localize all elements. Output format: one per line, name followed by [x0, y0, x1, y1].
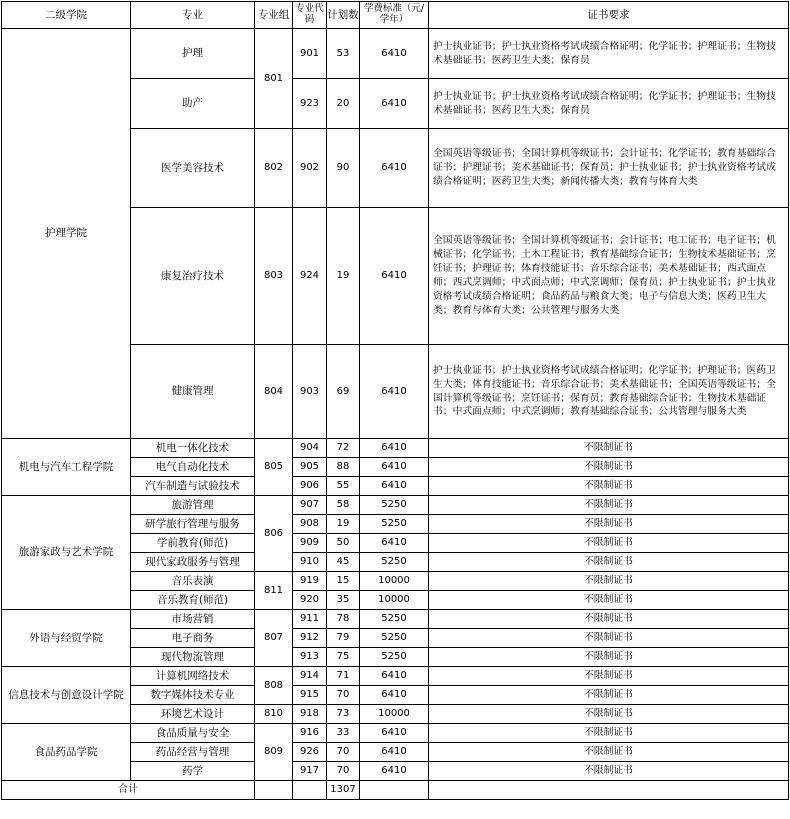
tuition-cell: 5250: [360, 629, 429, 648]
code-cell: 901: [293, 29, 327, 79]
tuition-cell: 6410: [360, 724, 429, 743]
major-cell: 市场营销: [131, 610, 255, 629]
total-group-empty: [255, 781, 293, 800]
major-cell: 助产: [131, 79, 255, 129]
plan-cell: 19: [327, 208, 360, 345]
college-cell: 信息技术与创意设计学院: [2, 667, 131, 724]
cert-cell: 不限制证书: [429, 762, 789, 781]
major-cell: 环境艺术设计: [131, 705, 255, 724]
tuition-cell: 5250: [360, 515, 429, 534]
code-cell: 923: [293, 79, 327, 129]
tuition-cell: 6410: [360, 439, 429, 458]
table-row: [2, 610, 789, 629]
group-cell: 811: [255, 572, 293, 610]
cert-cell: 不限制证书: [429, 667, 789, 686]
tuition-cell: 6410: [360, 345, 429, 439]
tuition-cell: 5250: [360, 553, 429, 572]
code-cell: 902: [293, 129, 327, 208]
major-cell: 电子商务: [131, 629, 255, 648]
tuition-cell: 6410: [360, 29, 429, 79]
plan-cell: 79: [327, 629, 360, 648]
code-cell: 912: [293, 629, 327, 648]
cert-cell: 不限制证书: [429, 496, 789, 515]
cert-cell: 护士执业证书；护士执业资格考试成绩合格证明；化学证书；护理证书；生物技术基础证书；医药卫生大类；保育员: [429, 79, 789, 129]
total-tuition-empty: [360, 781, 429, 800]
table-row: [2, 724, 789, 743]
major-cell: 音乐教育(师范): [131, 591, 255, 610]
major-cell: 健康管理: [131, 345, 255, 439]
cert-cell: 护士执业证书；护士执业资格考试成绩合格证明；化学证书；护理证书；生物技术基础证书；医药卫生大类；保育员: [429, 29, 789, 79]
plan-cell: 71: [327, 667, 360, 686]
table-row: [2, 496, 789, 515]
cert-cell: 不限制证书: [429, 591, 789, 610]
cert-cell: 不限制证书: [429, 515, 789, 534]
cert-cell: 不限制证书: [429, 610, 789, 629]
plan-cell: 90: [327, 129, 360, 208]
plan-cell: 75: [327, 648, 360, 667]
major-cell: 医学美容技术: [131, 129, 255, 208]
tuition-cell: 6410: [360, 477, 429, 496]
cert-cell: 全国英语等级证书；全国计算机等级证书；会计证书；电工证书；电子证书；机械证书；化学证书；土木工程证书；教育基础综合证书；生物技术基础证书；烹饪证书；护理证书；体育技能证书；音乐综合证书；美术基础证书；西式面点师；西式烹调师；中式面点师；中式烹调师；保育员；护士执业证书；护士执业资格考试成绩合格证明；食品药品与粮食大类；电子与信息大类；医药卫生大类；教育与体育大类；公共管理与服务大类: [429, 208, 789, 345]
college-cell: 食品药品学院: [2, 724, 131, 781]
major-cell: 研学旅行管理与服务: [131, 515, 255, 534]
major-cell: 学前教育(师范): [131, 534, 255, 553]
table-row: [2, 439, 789, 458]
major-cell: 药学: [131, 762, 255, 781]
cert-cell: 不限制证书: [429, 572, 789, 591]
code-cell: 907: [293, 496, 327, 515]
code-cell: 903: [293, 345, 327, 439]
college-cell: 外语与经贸学院: [2, 610, 131, 667]
tuition-cell: 6410: [360, 79, 429, 129]
code-cell: 915: [293, 686, 327, 705]
major-cell: 现代物流管理: [131, 648, 255, 667]
enrollment-table: [1, 1, 789, 800]
major-cell: 药品经营与管理: [131, 743, 255, 762]
code-cell: 917: [293, 762, 327, 781]
tuition-cell: 6410: [360, 762, 429, 781]
cert-cell: 不限制证书: [429, 534, 789, 553]
major-cell: 机电一体化技术: [131, 439, 255, 458]
total-plan: 1307: [327, 781, 360, 800]
major-cell: 食品质量与安全: [131, 724, 255, 743]
code-cell: 910: [293, 553, 327, 572]
major-cell: 汽车制造与试验技术: [131, 477, 255, 496]
cert-cell: 全国英语等级证书；全国计算机等级证书；会计证书；化学证书；教育基础综合证书；护理证书；美术基础证书；保育员；护士执业证书；护士执业资格考试成绩合格证明；医药卫生大类；新闻传播大类；教育与体育大类: [429, 129, 789, 208]
group-cell: 806: [255, 496, 293, 572]
plan-cell: 78: [327, 610, 360, 629]
tuition-cell: 10000: [360, 591, 429, 610]
tuition-cell: 6410: [360, 686, 429, 705]
cert-cell: 不限制证书: [429, 458, 789, 477]
header-cert: 证书要求: [429, 2, 789, 29]
plan-cell: 69: [327, 345, 360, 439]
plan-cell: 53: [327, 29, 360, 79]
group-cell: 810: [255, 705, 293, 724]
cert-cell: 不限制证书: [429, 477, 789, 496]
table-row: [2, 29, 789, 79]
major-cell: 旅游管理: [131, 496, 255, 515]
code-cell: 918: [293, 705, 327, 724]
cert-cell: 不限制证书: [429, 686, 789, 705]
major-cell: 计算机网络技术: [131, 667, 255, 686]
group-cell: 808: [255, 667, 293, 705]
table-row: [2, 667, 789, 686]
group-cell: 802: [255, 129, 293, 208]
plan-cell: 70: [327, 686, 360, 705]
tuition-cell: 6410: [360, 129, 429, 208]
plan-cell: 35: [327, 591, 360, 610]
cert-cell: 护士执业证书；护士执业资格考试成绩合格证明；化学证书；护理证书；医药卫生大类；体育技能证书；音乐综合证书；美术基础证书；全国英语等级证书；全国计算机等级证书；烹饪证书；保育员；教育基础综合证书；生物技术基础证书；中式面点师；中式烹调师；教育基础综合证书；公共管理与服务大类: [429, 345, 789, 439]
plan-cell: 70: [327, 743, 360, 762]
plan-cell: 15: [327, 572, 360, 591]
major-cell: 电气自动化技术: [131, 458, 255, 477]
major-cell: 音乐表演: [131, 572, 255, 591]
tuition-cell: 5250: [360, 496, 429, 515]
code-cell: 920: [293, 591, 327, 610]
header-group: 专业组: [255, 2, 293, 29]
major-cell: 康复治疗技术: [131, 208, 255, 345]
group-cell: 803: [255, 208, 293, 345]
tuition-cell: 10000: [360, 705, 429, 724]
header-college: 二级学院: [2, 2, 131, 29]
code-cell: 914: [293, 667, 327, 686]
total-row: [2, 781, 789, 800]
total-code-empty: [293, 781, 327, 800]
plan-cell: 20: [327, 79, 360, 129]
code-cell: 909: [293, 534, 327, 553]
header-major: 专业: [131, 2, 255, 29]
plan-cell: 19: [327, 515, 360, 534]
cert-cell: 不限制证书: [429, 743, 789, 762]
header-tuition: 学费标准（元/学年）: [360, 2, 429, 29]
plan-cell: 88: [327, 458, 360, 477]
group-cell: 801: [255, 29, 293, 129]
plan-cell: 73: [327, 705, 360, 724]
tuition-cell: 6410: [360, 534, 429, 553]
group-cell: 804: [255, 345, 293, 439]
header-code: 专业代码: [293, 2, 327, 29]
plan-cell: 72: [327, 439, 360, 458]
code-cell: 913: [293, 648, 327, 667]
tuition-cell: 5250: [360, 648, 429, 667]
cert-cell: 不限制证书: [429, 439, 789, 458]
tuition-cell: 6410: [360, 458, 429, 477]
code-cell: 924: [293, 208, 327, 345]
cert-cell: 不限制证书: [429, 724, 789, 743]
tuition-cell: 6410: [360, 667, 429, 686]
total-cert-empty: [429, 781, 789, 800]
header-row: [2, 2, 789, 29]
tuition-cell: 6410: [360, 743, 429, 762]
cert-cell: 不限制证书: [429, 648, 789, 667]
code-cell: 926: [293, 743, 327, 762]
code-cell: 908: [293, 515, 327, 534]
major-cell: 护理: [131, 29, 255, 79]
major-cell: 数字媒体技术专业: [131, 686, 255, 705]
plan-cell: 55: [327, 477, 360, 496]
plan-cell: 58: [327, 496, 360, 515]
tuition-cell: 6410: [360, 208, 429, 345]
plan-cell: 45: [327, 553, 360, 572]
plan-cell: 50: [327, 534, 360, 553]
cert-cell: 不限制证书: [429, 553, 789, 572]
college-cell: 旅游家政与艺术学院: [2, 496, 131, 610]
header-plan: 计划数: [327, 2, 360, 29]
college-cell: 机电与汽车工程学院: [2, 439, 131, 496]
total-label: 合计: [2, 781, 255, 800]
cert-cell: 不限制证书: [429, 705, 789, 724]
code-cell: 905: [293, 458, 327, 477]
cert-cell: 不限制证书: [429, 629, 789, 648]
group-cell: 807: [255, 610, 293, 667]
tuition-cell: 10000: [360, 572, 429, 591]
group-cell: 809: [255, 724, 293, 781]
code-cell: 904: [293, 439, 327, 458]
group-cell: 805: [255, 439, 293, 496]
plan-cell: 70: [327, 762, 360, 781]
college-cell: 护理学院: [2, 29, 131, 439]
tuition-cell: 5250: [360, 610, 429, 629]
plan-cell: 33: [327, 724, 360, 743]
code-cell: 916: [293, 724, 327, 743]
major-cell: 现代家政服务与管理: [131, 553, 255, 572]
code-cell: 911: [293, 610, 327, 629]
code-cell: 919: [293, 572, 327, 591]
code-cell: 906: [293, 477, 327, 496]
